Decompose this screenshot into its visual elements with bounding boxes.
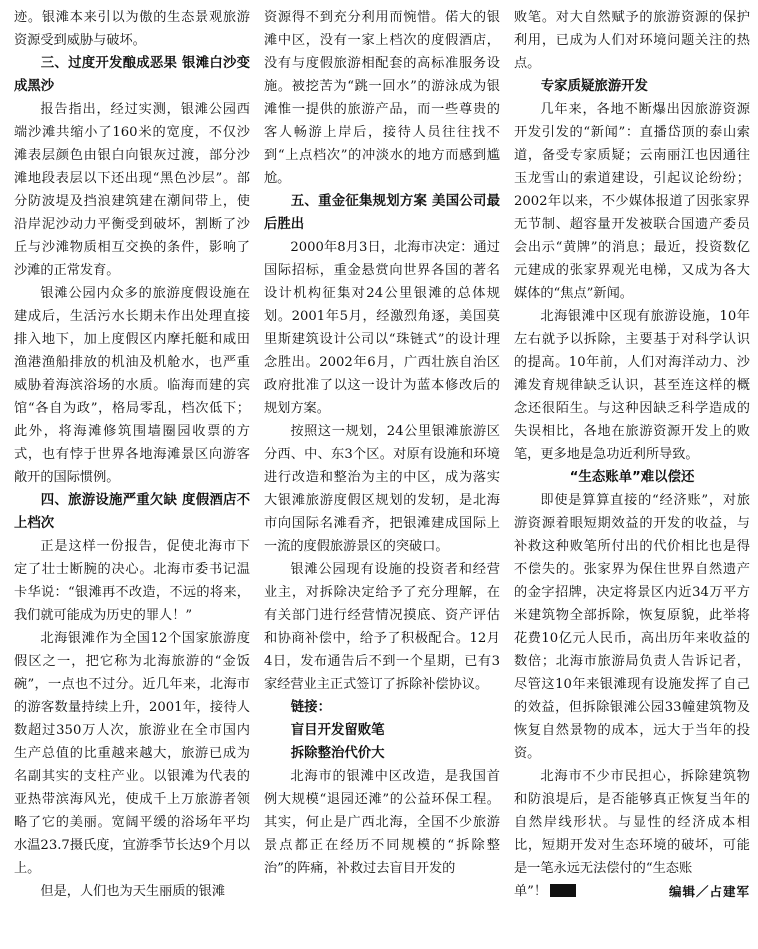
column-middle bbox=[264, 6, 500, 949]
end-mark bbox=[550, 884, 576, 897]
paragraph: 即使是算算直接的“经济账”，对旅游资源着眼短期效益的开发的收益，与补救这种败笔所付出的代价相比也是得不偿失的。张家界为保住世界自然遗产的金字招牌，决定将景区内近34万平方米建筑物全部拆除，恢复原貌，此举将花费10亿元人民币，高出历年来收益的数倍；北海市旅游局负责人告诉记者，尽管这10年来银滩现有设施发挥了自己的效益，但拆除银滩公园33幢建筑物及恢复自然景物的成本，远大于当年的投资。 bbox=[514, 493, 750, 761]
link-label: 链接： bbox=[290, 700, 331, 715]
section-heading: “生态账单”难以偿还 bbox=[569, 470, 695, 485]
paragraph: 银滩公园现有设施的投资者和经营业主，对拆除决定给予了充分理解，在有关部门进行经营情况摸底、资产评估和协商补偿中，给予了积极配合。12月4日，发布通告后不到一个星期，已有3家经营业主正式签订了拆除补偿协议。 bbox=[264, 562, 500, 692]
section-heading: 专家质疑旅游开发 bbox=[540, 79, 648, 94]
paragraph: 几年来，各地不断爆出因旅游资源开发引发的“新闻”：直播岱顶的泰山索道，备受专家质疑；云南丽江也因通往玉龙雪山的索道建设，引起议论纷纷；2002年以来，不少媒体报道了因张家界无节制、超容量开发被联合国遗产委员会出示“黄牌”的消息；最近，投资数亿元建成的张家界观光电梯，又成为各大媒体的“焦点”新闻。 bbox=[514, 102, 750, 301]
section-heading: 四、旅游设施严重欠缺 度假酒店不上档次 bbox=[14, 493, 250, 531]
paragraph: 北海银滩中区现有旅游设施，10年左右就予以拆除，主要基于对科学认识的提高。10年前，人们对海洋动力、沙滩发育规律缺乏认识，甚至连这样的概念还很陌生。与这种因缺乏科学造成的失误相比，各地在旅游资源开发上的败笔，更多地是急功近利所导致。 bbox=[514, 309, 750, 462]
section-heading: 三、过度开发酿成恶果 银滩白沙变成黑沙 bbox=[14, 56, 250, 94]
paragraph: 败笔。对大自然赋予的旅游资源的保护利用，已成为人们对环境问题关注的热点。 bbox=[514, 10, 750, 71]
paragraph: 北海市的银滩中区改造，是我国首例大规模“退园还滩”的公益环保工程。其实，何止是广西北海，全国不少旅游景点都正在经历不同规模的“拆除整治”的阵痛，补救过去盲目开发的 bbox=[264, 769, 500, 876]
paragraph: 银滩公园内众多的旅游度假设施在建成后，生活污水长期未作出处理直接排入地下，加上度假区内摩托艇和咸田渔港渔船排放的机油及机舱水，也严重威胁着海滨浴场的水质。临海而建的宾馆“各自为政”，格局零乱，档次低下；此外，将海滩修筑围墙圈园收票的方式，也有悖于世界各地海滩景区向游客敞开的国际惯例。 bbox=[14, 286, 250, 485]
paragraph: 按照这一规划，24公里银滩旅游区分西、中、东3个区。对原有设施和环境进行改造和整治为主的中区，成为落实大银滩旅游度假区规划的发轫，是北海市向国际名滩看齐，把银滩建成国际上一流的度假旅游景区的突破口。 bbox=[264, 424, 500, 554]
paragraph: 北海银滩作为全国12个国家旅游度假区之一，把它称为北海旅游的“金饭碗”，一点也不过分。近几年来，北海市的游客数量持续上升，2001年，接待人数超过350万人次，旅游业在全市国内生产总值的比重越来越大，旅游已成为名副其实的支柱产业。以银滩为代表的亚热带滨海风光，使成千上万旅游者领略了它的美丽。宽阔平缓的浴场年平均水温23.7摄氏度，宜游季节长达9个月以上。 bbox=[14, 631, 250, 876]
column-left bbox=[14, 6, 250, 949]
paragraph: 报告指出，经过实测，银滩公园西端沙滩共缩小了160米的宽度，不仅沙滩表层颜色由银白向银灰过渡，部分沙滩地段表层以下还出现“黑色沙层”。部分防波堤及挡浪建筑建在潮间带上，使沿岸泥沙动力平衡受到破坏，割断了沙丘与沙滩物质相互交换的条件，影响了沙滩的正常发育。 bbox=[14, 102, 250, 278]
sub-heading: 拆除整治代价大 bbox=[290, 746, 385, 761]
editor-credit: 编辑／占建军 bbox=[668, 884, 750, 899]
end-line: 单”！ bbox=[514, 880, 576, 903]
paragraph: 正是这样一份报告，促使北海市下定了壮士断腕的决心。北海市委书记温卡华说：“银滩再不改造，不远的将来，我们就可能成为历史的罪人！” bbox=[14, 539, 250, 623]
paragraph: 但是，人们也为天生丽质的银滩 bbox=[40, 884, 226, 899]
paragraph: 北海市不少市民担心，拆除建筑物和防浪堤后，是否能够真正恢复当年的自然岸线形状。与显性的经济成本相比，短期开发对生态环境的破坏，可能是一笔永远无法偿付的“生态账 bbox=[514, 769, 750, 876]
paragraph: 迹。银滩本来引以为傲的生态景观旅游资源受到威胁与破坏。 bbox=[14, 10, 250, 48]
section-heading: 五、重金征集规划方案 美国公司最后胜出 bbox=[264, 194, 500, 232]
paragraph: 2000年8月3日，北海市决定：通过国际招标，重金悬赏向世界各国的著名设计机构征集对24公里银滩的总体规划。2001年5月，经激烈角逐，美国莫里斯建筑设计公司以“珠链式”的设计理念胜出。2002年6月，广西壮族自治区政府批准了以这一设计为蓝本修改后的规划方案。 bbox=[264, 240, 500, 416]
paragraph: 资源得不到充分利用而惋惜。偌大的银滩中区，没有一家上档次的度假酒店，没有与度假旅游相配套的高标准服务设施。被挖苦为“跳一回水”的游泳成为银滩惟一提供的旅游产品，而一些尊贵的客人畅游上岸后，接待人员往往找不到“上点档次”的冲淡水的地方而感到尴尬。 bbox=[264, 10, 500, 186]
article-end bbox=[514, 880, 750, 903]
sub-heading: 盲目开发留败笔 bbox=[290, 723, 385, 738]
column-right bbox=[514, 6, 750, 949]
